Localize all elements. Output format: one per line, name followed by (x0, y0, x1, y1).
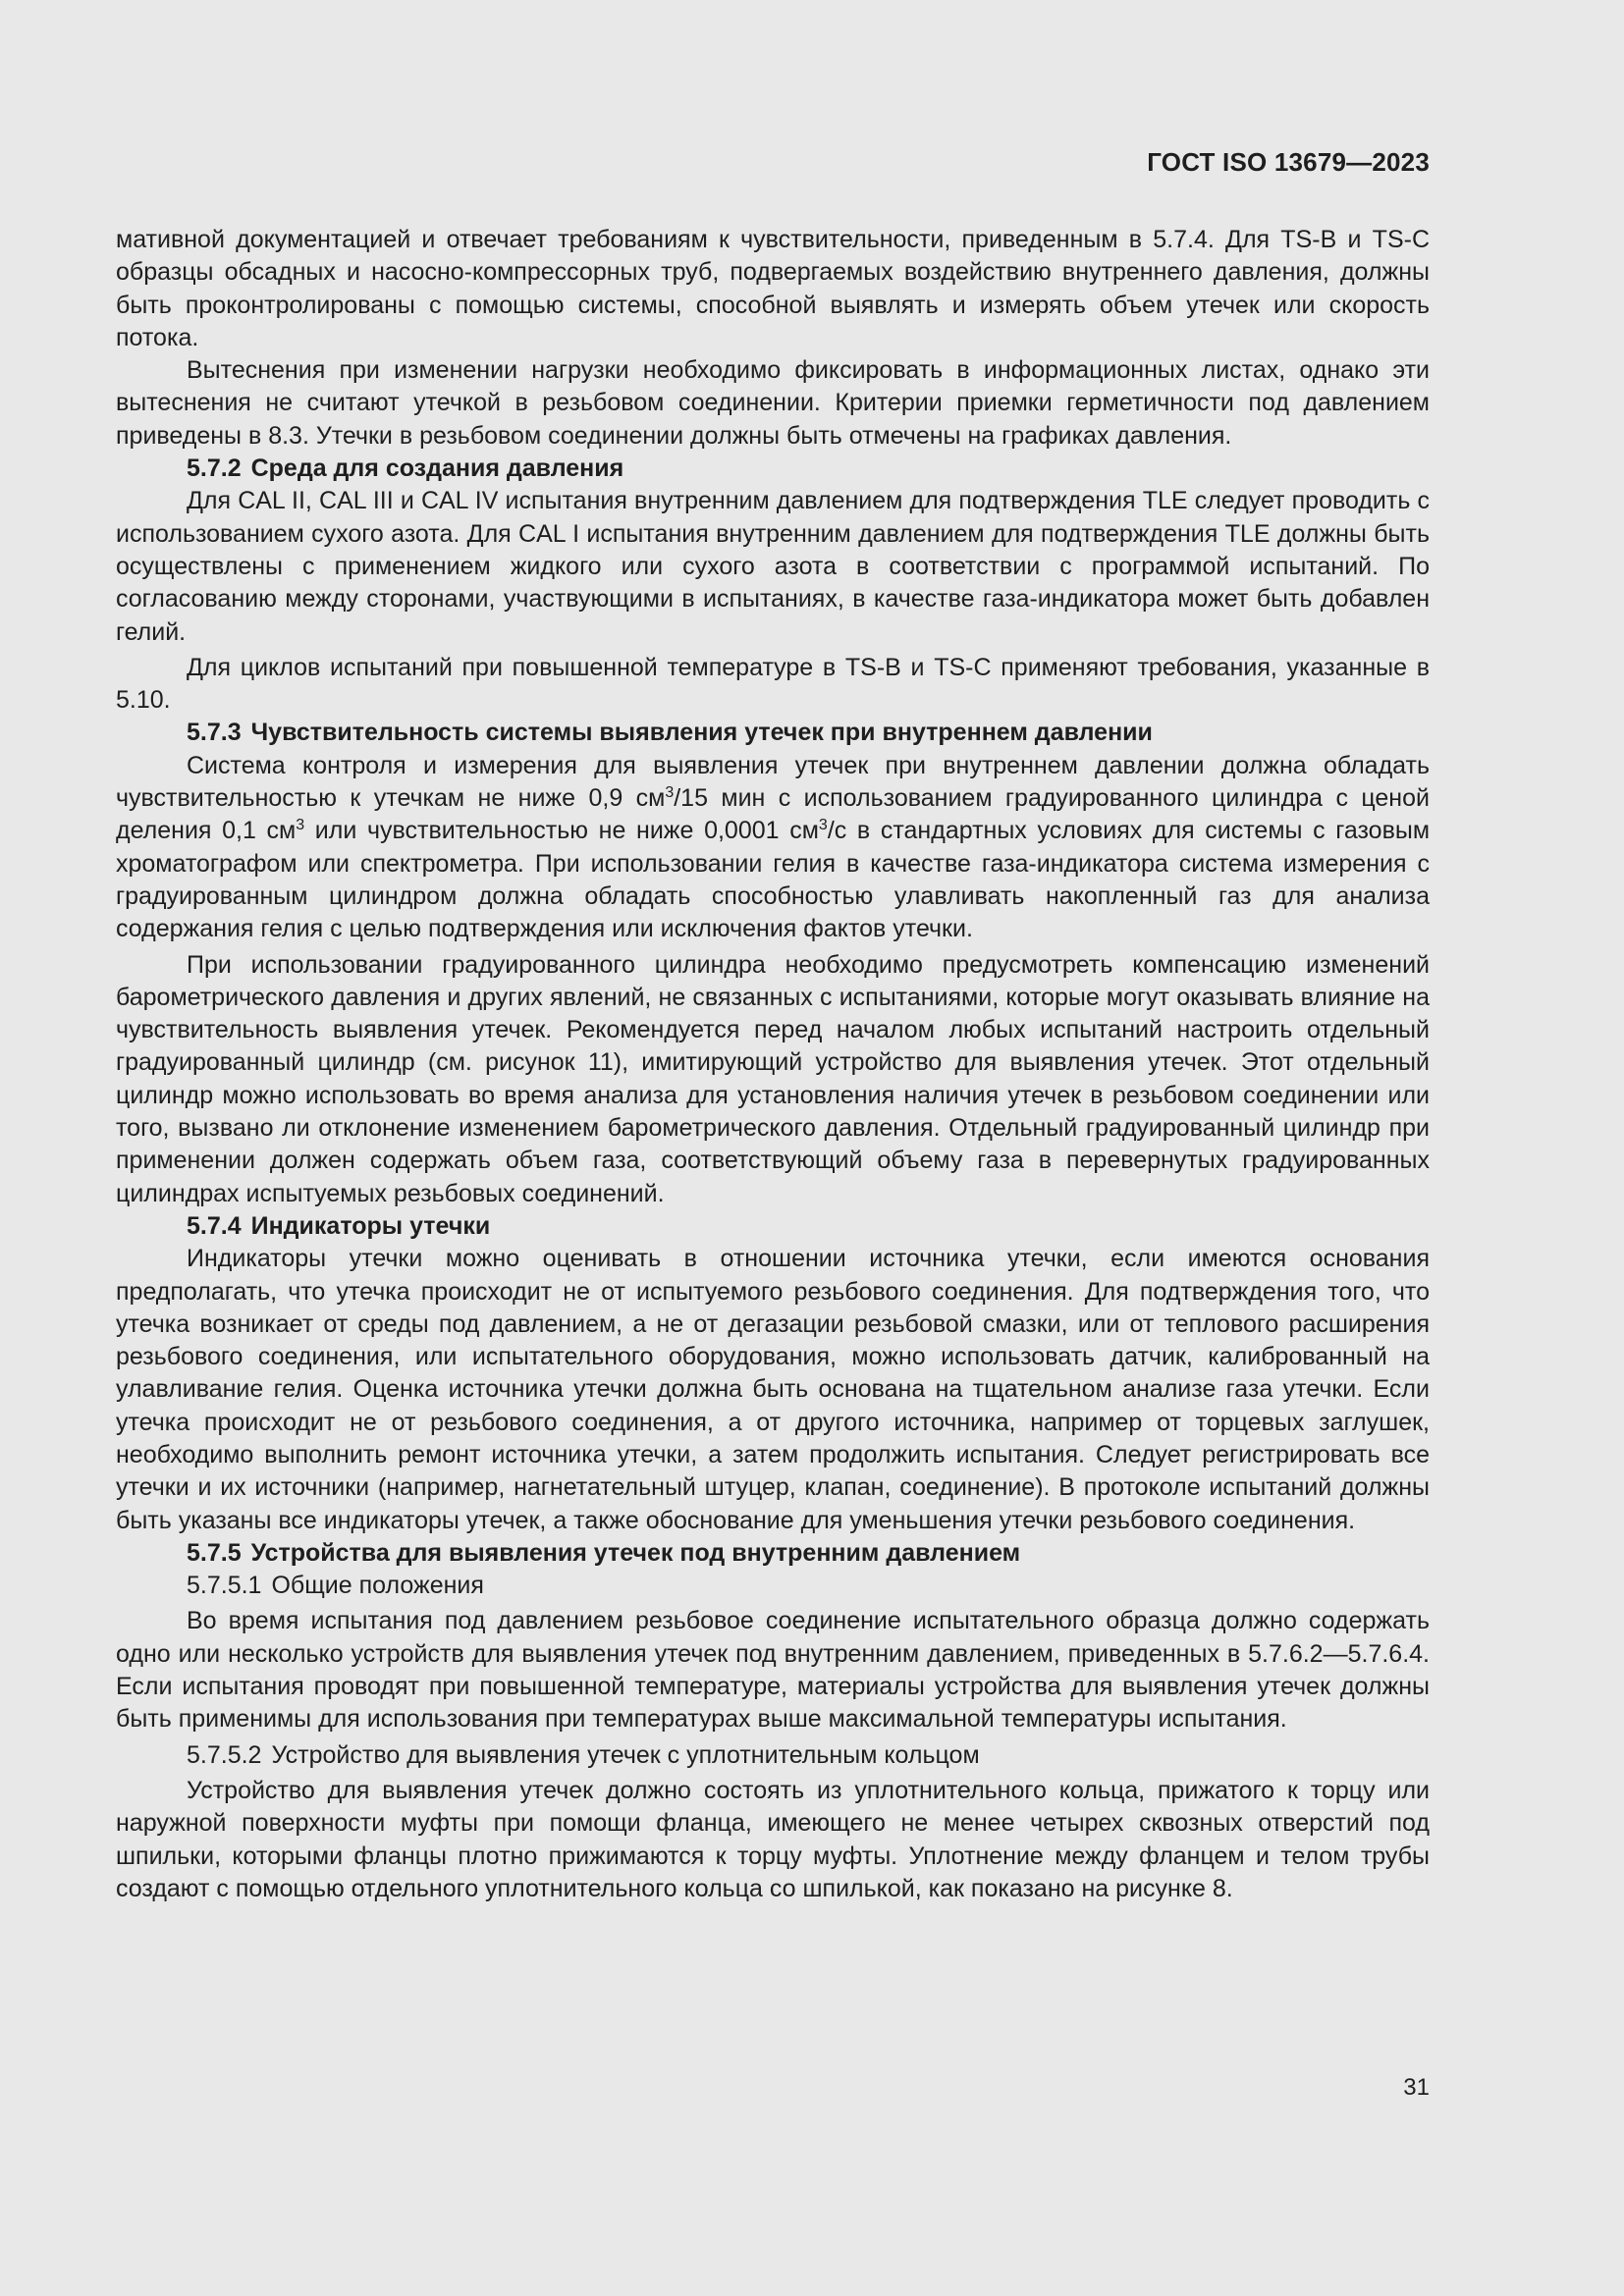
document-body (116, 224, 1430, 1905)
section-title: Среда для создания давления (250, 454, 624, 483)
paragraph-general-provisions: Во время испытания под давлением резьбовое соединение испытательного образца должно содержать одно или несколько устройств для выявления утечек под внутренним давлением, приведенных в 5.7.6.2—5.7.6.4. Если испытания проводят при повышенной температуре, материалы устройства для выявления утечек должны быть применимы для использования при температурах выше максимальной температуры испытания. (116, 1607, 1430, 1734)
paragraph-seal-ring-device: Устройство для выявления утечек должно состоять из уплотнительного кольца, прижатого к торцу или наружной поверхности муфты при помощи фланца, имеющего не менее четырех сквозных отверстий под шпильки, которыми фланцы плотно прижимаются к торцу муфты. Уплотнение между фланцем и телом трубы создают с помощью отдельного уплотнительного кольца со шпилькой, как показано на рисунке 8. (116, 1776, 1430, 1902)
subsection-title: Устройство для выявления утечек с уплотнительным кольцом (271, 1740, 980, 1769)
subsection-title: Общие положения (271, 1572, 484, 1600)
text-run: или чувствительностью не ниже 0,0001 см (304, 817, 819, 845)
section-number: 5.7.3 (187, 719, 242, 747)
paragraph-leak-indicators: Индикаторы утечки можно оценивать в отношении источника утечки, если имеются основания предполагать, что утечка происходит не от испытуемого резьбового соединения. Для подтверждения того, что утечка возникает от среды под давлением, а не от дегазации резьбовой смазки, или от теплового расширения резьбового соединения, или испытательного оборудования, можно использовать датчик, калиброванный на улавливание гелия. Оценка источника утечки должна быть основана на тщательном анализе газа утечки. Если утечка происходит не от резьбового соединения, а от другого источника, например от торцевых заглушек, необходимо выполнить ремонт источника утечки, а затем продолжить испытания. Следует регистрировать все утечки и их источники (например, нагнетательный штуцер, клапан, соединение). В протоколе испытаний должны быть указаны все индикаторы утечек, а также обоснование для уменьшения утечки резьбового соединения. (116, 1245, 1430, 1534)
superscript: 3 (296, 817, 305, 834)
subsection-heading-5-7-5-2 (116, 1739, 1430, 1772)
section-number: 5.7.5 (187, 1538, 242, 1567)
paragraph-sensitivity (116, 750, 1430, 946)
section-title: Устройства для выявления утечек под внутренним давлением (250, 1538, 1021, 1567)
document-code-header: ГОСТ ISO 13679—2023 (1147, 147, 1430, 177)
section-number: 5.7.4 (187, 1211, 242, 1240)
paragraph-pressure-medium: Для CAL II, CAL III и CAL IV испытания внутренним давлением для подтверждения TLE следует проводить с использованием сухого азота. Для CAL I испытания внутренним давлением для подтверждения TLE должны быть осуществлены с применением жидкого или сухого азота в соответствии с программой испытаний. По согласованию между сторонами, участвующими в испытаниях, в качестве газа-индикатора может быть добавлен гелий. (116, 487, 1430, 646)
paragraph-elevated-temperature: Для циклов испытаний при повышенной температуре в TS-B и TS-C применяют требования, указанные в 5.10. (116, 653, 1430, 715)
subsection-number: 5.7.5.2 (187, 1740, 262, 1769)
paragraph-continuation: мативной документацией и отвечает требованиям к чувствительности, приведенным в 5.7.4. Для TS-B и TS-C образцы обсадных и насосно-компрессорных труб, подвергаемых воздействию внутреннего давления, должны быть проконтролированы с помощью системы, способной выявлять и измерять объем утечек или скорость потока. (116, 226, 1430, 351)
section-number: 5.7.2 (187, 454, 242, 483)
section-heading-5-7-5 (116, 1537, 1430, 1570)
section-title: Чувствительность системы выявления утечек при внутреннем давлении (250, 719, 1153, 747)
paragraph-graduated-cylinder: При использовании градуированного цилиндра необходимо предусмотреть компенсацию изменений барометрического давления и других явлений, не связанных с испытаниями, которые могут оказывать влияние на чувствительность выявления утечек. Рекомендуется перед началом любых испытаний настроить отдельный градуированный цилиндр (см. рисунок 11), имитирующий устройство для выявления утечек. Этот отдельный цилиндр можно использовать во время анализа для установления наличия утечек в резьбовом соединении или того, вызвано ли отклонение изменением барометрического давления. Отдельный градуированный цилиндр при применении должен содержать объем газа, соответствующий объему газа в перевернутых градуированных цилиндрах испытуемых резьбовых соединений. (116, 950, 1430, 1207)
text-run: Система контроля и измерения для выявления утечек при внутреннем давлении должна обладать чувствительностью к утечкам не ниже 0,9 см (116, 751, 1430, 813)
text-run: /15 мин с использованием градуированного цилиндра с ценой деления 0,1 см (116, 784, 1430, 845)
subsection-heading-5-7-5-1 (116, 1570, 1430, 1602)
section-heading-5-7-3 (116, 717, 1430, 749)
page-number: 31 (1403, 2074, 1430, 2101)
section-heading-5-7-2 (116, 453, 1430, 485)
text-run: /с в стандартных условиях для системы с газовым хроматографом или спектрометра. При использовании гелия в качестве газа-индикатора система измерения с градуированным цилиндром должна обладать способностью улавливать накопленный газ для анализа содержания гелия с целью подтверждения или исключения фактов утечки. (116, 817, 1431, 943)
paragraph-displacements: Вытеснения при изменении нагрузки необходимо фиксировать в информационных листах, однако эти вытеснения не считают утечкой в резьбовом соединении. Критерии приемки герметичности под давлением приведены в 8.3. Утечки в резьбовом соединении должны быть отмечены на графиках давления. (116, 356, 1430, 450)
section-title: Индикаторы утечки (250, 1211, 491, 1240)
superscript: 3 (665, 784, 675, 802)
section-heading-5-7-4 (116, 1210, 1430, 1243)
superscript: 3 (818, 817, 828, 834)
subsection-number: 5.7.5.1 (187, 1572, 262, 1600)
